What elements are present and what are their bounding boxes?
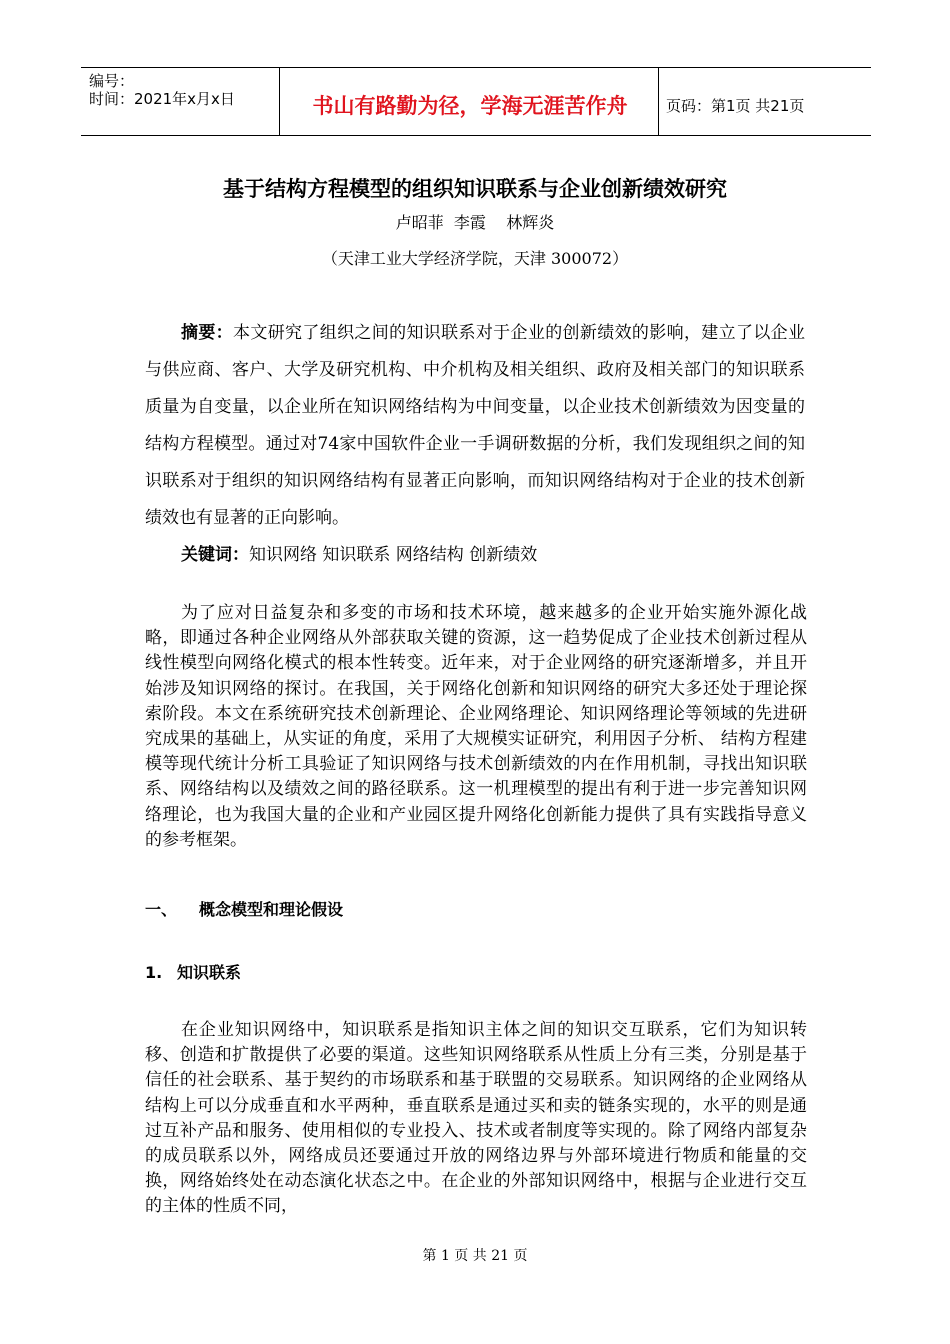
paper-authors: 卢昭菲 李霞 林辉炎 <box>395 213 555 232</box>
document-header <box>81 67 871 136</box>
paper-title: 基于结构方程模型的组织知识联系与企业创新绩效研究 <box>223 177 727 201</box>
keywords-text: 知识网络 知识联系 网络结构 创新绩效 <box>249 545 538 565</box>
paper-affiliation: （天津工业大学经济学院，天津 300072） <box>321 249 629 268</box>
intro-paragraph: 为了应对日益复杂和多变的市场和技术环境，越来越多的企业开始实施外源化战略，即通过各种企业网络从外部获取关键的资源，这一趋势促成了企业技术创新过程从线性模型向网络化模式的根本性转变。近年来，对于企业网络的研究逐渐增多，并且开始涉及知识网络的探讨。在我国，关于网络化创新和知识网络的研究大多还处于理论探索阶段。本文在系统研究技术创新理论、企业网络理论、知识网络理论等领域的先进研究成果的基础上，从实证的角度，采用了大规模实证研究，利用因子分析、 结构方程建模等现代统计分析工具验证了知识网络与技术创新绩效的内在作用机制，寻找出知识联系、网络结构以及绩效之间的路径联系。这一机理模型的提出有利于进一步完善知识网络理论，也为我国大量的企业和产业园区提升网络化创新能力提供了具有实践指导意义的参考框架。 <box>145 603 807 850</box>
section-title: 概念模型和理论假设 <box>199 900 344 919</box>
keywords <box>181 540 537 565</box>
abstract-label: 摘要： <box>181 323 234 343</box>
body-paragraph: 在企业知识网络中，知识联系是指知识主体之间的知识交互联系，它们为知识转移、创造和扩散提供了必要的渠道。这些知识网络联系从性质上分有三类，分别是基于信任的社会联系、基于契约的市场联系和基于联盟的交易联系。知识网络的企业网络从结构上可以分成垂直和水平两种，垂直联系是通过买和卖的链条实现的，水平的则是通过互补产品和服务、使用相似的专业投入、技术或者制度等实现的。除了网络内部复杂的成员联系以外，网络成员还要通过开放的网络边界与外部环境进行物质和能量的交换，网络始终处在动态演化状态之中。在企业的外部知识网络中，根据与企业进行交互的主体的性质不同， <box>145 1020 807 1217</box>
header-page-info: 页码：第1页 共21页 <box>666 97 805 115</box>
section-heading <box>145 897 343 920</box>
section-number: 一、 <box>145 900 178 919</box>
abstract-text: 本文研究了组织之间的知识联系对于企业的创新绩效的影响，建立了以企业与供应商、客户、大学及研究机构、中介机构及相关组织、政府及相关部门的知识联系质量为自变量，以企业所在知识网络结构为中间变量，以企业技术创新绩效为因变量的结构方程模型。通过对74家中国软件企业一手调研数据的分析，我们发现组织之间的知识联系对于组织的知识网络结构有显著正向影响，而知识网络结构对于企业的技术创新绩效也有显著的正向影响。 <box>145 323 806 528</box>
page-footer: 第 1 页 共 21 页 <box>422 1248 528 1264</box>
subsection-title: 知识联系 <box>177 963 242 982</box>
header-motto: 书山有路勤为径，学海无涯苦作舟 <box>312 94 628 118</box>
document-number-label: 编号： <box>89 72 135 90</box>
header-divider <box>658 68 659 135</box>
subsection-number: 1. <box>145 963 163 982</box>
header-divider <box>279 68 280 135</box>
abstract <box>145 315 805 537</box>
subsection-heading <box>145 960 241 983</box>
keywords-label: 关键词： <box>181 545 249 565</box>
document-date: 时间：2021年x月x日 <box>89 90 235 108</box>
